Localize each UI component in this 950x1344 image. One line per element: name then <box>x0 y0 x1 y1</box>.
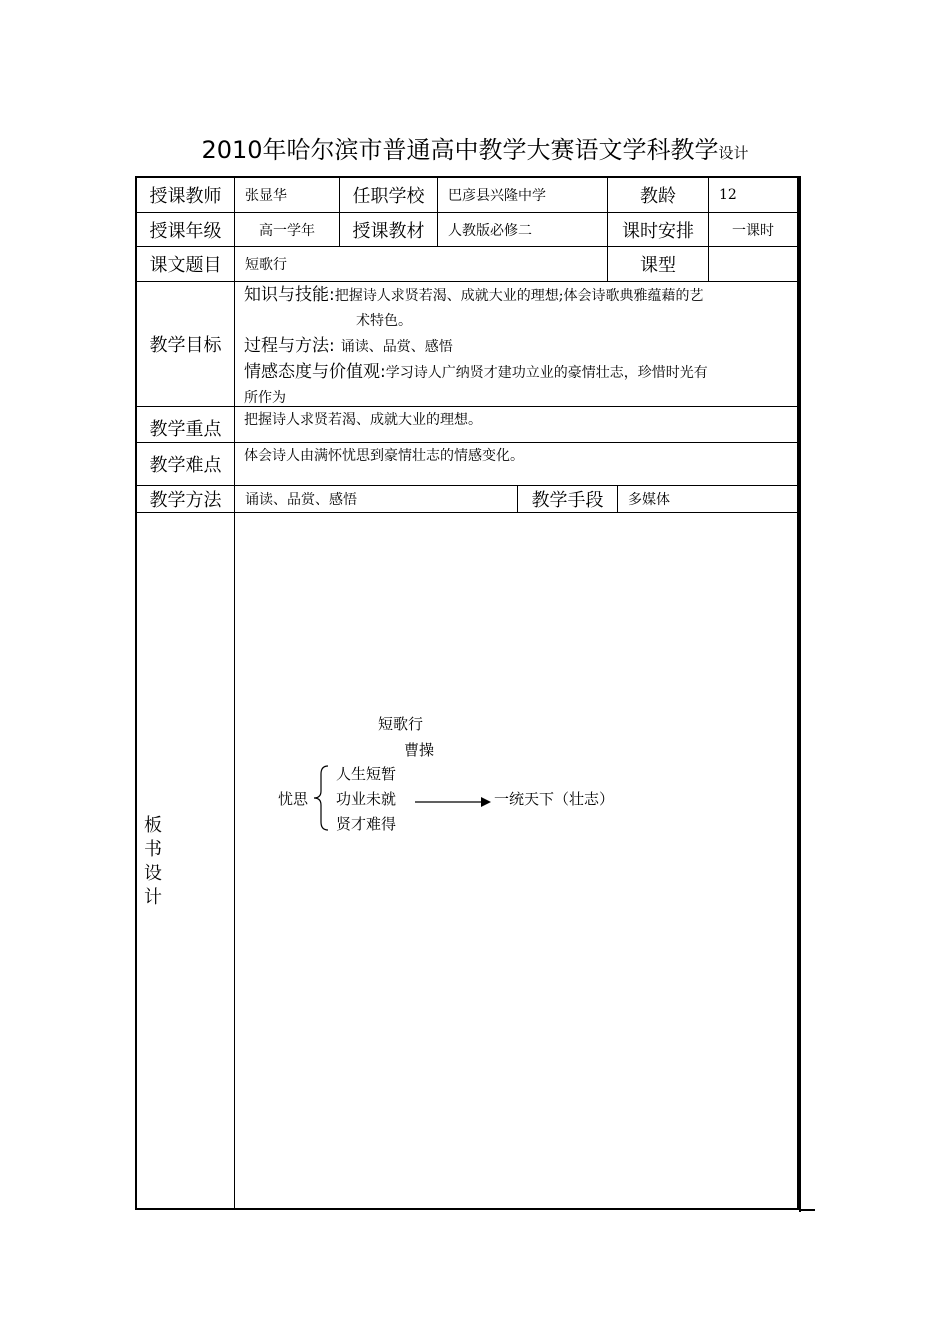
label-textbook: 授课教材 <box>352 220 425 242</box>
label-difficulty: 教学难点 <box>149 455 222 476</box>
board-label-char: 计 <box>144 887 162 908</box>
board-label-char: 设 <box>144 863 162 884</box>
value-school: 巴彦县兴隆中学 <box>448 188 546 204</box>
goal-process-heading: 过程与方法: <box>244 336 335 356</box>
value-textbook: 人教版必修二 <box>448 222 532 239</box>
goal-knowledge <box>244 283 796 309</box>
page-title <box>0 134 950 169</box>
table-border-tail <box>801 1209 815 1211</box>
label-teaching-years: 教龄 <box>640 186 676 207</box>
goal-process-text: 诵读、品赏、感悟 <box>340 339 453 355</box>
label-method: 教学方法 <box>149 490 222 511</box>
title-suffix: 设计 <box>718 144 749 162</box>
value-grade: 高一学年 <box>259 222 315 239</box>
label-key-point: 教学重点 <box>149 418 222 440</box>
label-school: 任职学校 <box>352 186 425 207</box>
board-item: 贤才难得 <box>336 815 397 833</box>
goal-emotion-text: 学习诗人广纳贤才建功立业的豪情壮志，珍惜时光有 <box>385 365 708 381</box>
teaching-goals-content <box>244 283 796 411</box>
label-teaching-goals: 教学目标 <box>149 335 222 356</box>
table-border-shadow <box>799 176 801 1212</box>
label-lesson-title: 课文题目 <box>149 255 222 276</box>
value-key-point: 把握诗人求贤若渴、成就大业的理想。 <box>244 412 482 428</box>
col-divider <box>234 176 235 1210</box>
goal-emotion-text-cont: 所作为 <box>244 390 286 406</box>
label-board-design <box>143 814 163 910</box>
value-lesson-title: 短歌行 <box>245 257 287 273</box>
board-left-topic: 忧思 <box>278 790 309 808</box>
goal-knowledge-text: 把握诗人求贤若渴、成就大业的理想;体会诗歌典雅蕴藉的艺 <box>334 288 704 304</box>
label-schedule: 课时安排 <box>622 220 694 242</box>
board-poem-title: 短歌行 <box>378 715 424 733</box>
board-label-char: 板 <box>144 815 162 836</box>
board-author: 曹操 <box>404 741 435 759</box>
title-main: 2010年哈尔滨市普通高中教学大赛语文学科教学 <box>201 136 719 164</box>
goal-knowledge-text-cont: 术特色。 <box>356 313 412 329</box>
value-teacher: 张显华 <box>245 188 287 204</box>
label-teacher: 授课教师 <box>149 186 222 207</box>
board-right-topic: 一统天下（壮志） <box>494 790 615 808</box>
value-media: 多媒体 <box>628 492 670 508</box>
value-teaching-years: 12 <box>719 187 737 203</box>
label-lesson-type: 课型 <box>640 255 676 276</box>
board-item: 人生短暂 <box>336 765 397 783</box>
label-grade: 授课年级 <box>149 220 222 242</box>
goal-knowledge-heading: 知识与技能: <box>244 285 335 305</box>
label-media: 教学手段 <box>531 490 604 511</box>
goal-process <box>244 334 796 360</box>
value-difficulty: 体会诗人由满怀忧思到豪情壮志的情感变化。 <box>244 448 524 464</box>
board-label-char: 书 <box>144 839 162 860</box>
value-schedule: 一课时 <box>732 222 774 239</box>
value-lesson-type <box>709 247 797 281</box>
goal-emotion-heading: 情感态度与价值观: <box>244 362 386 382</box>
goal-emotion <box>244 360 796 386</box>
brace-icon <box>312 764 332 832</box>
board-item: 功业未就 <box>336 790 397 808</box>
arrow-right-icon <box>415 795 491 809</box>
value-method: 诵读、品赏、感悟 <box>245 492 357 508</box>
